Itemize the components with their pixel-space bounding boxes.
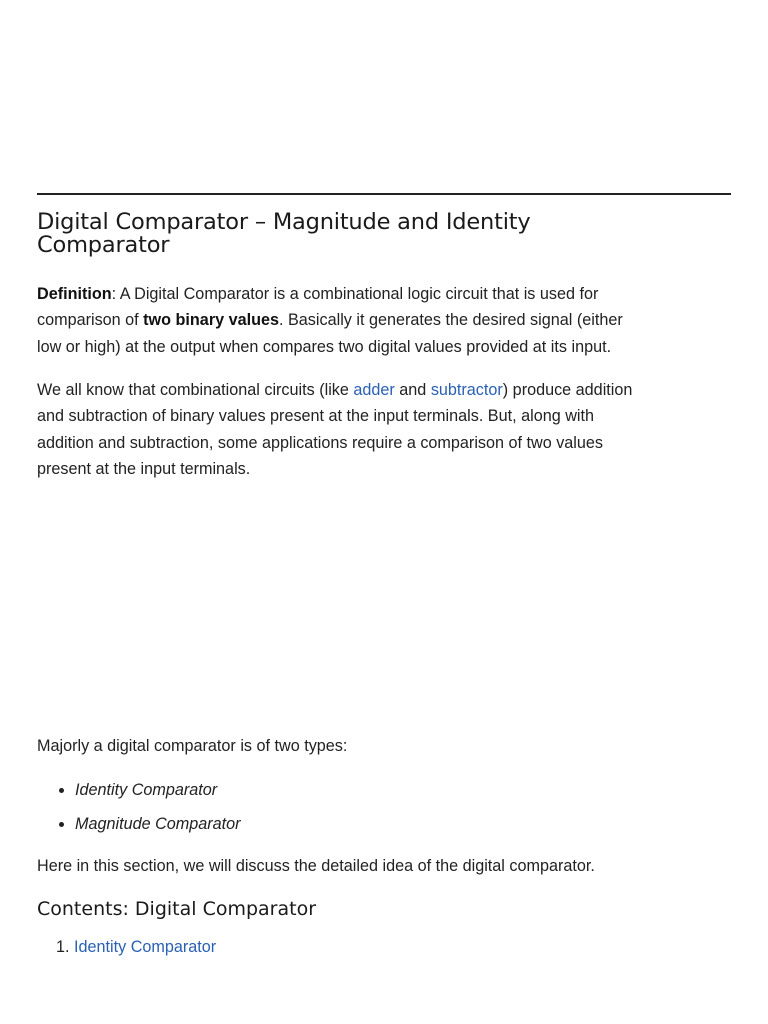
intro-text-3: ) produce addition and subtraction of binary values present at the input terminals. But, along with addition and subtraction, some applications require a comparison of two values present at the input terminals. [37,381,633,478]
subtractor-link[interactable]: subtractor [430,381,503,399]
list-item: • Identity Comparator [75,776,241,810]
toc-link-identity-comparator[interactable]: Identity Comparator [74,938,217,956]
list-item: • Magnitude Comparator [75,810,241,844]
types-list [37,776,241,844]
page-title: Digital Comparator – Magnitude and Identity Comparator [37,209,531,258]
toc-item [74,934,216,960]
types-intro: Majorly a digital comparator is of two types: [37,737,348,755]
intro-paragraph [37,377,637,482]
adder-link[interactable]: adder [353,381,395,399]
definition-bold: two binary values [143,311,280,330]
definition-text-1: : A Digital Comparator is a combinational logic circuit that is used for comparison of [37,285,599,330]
title-divider [37,193,731,195]
definition-paragraph [37,281,637,360]
intro-text-2: and [394,381,431,399]
section-intro: Here in this section, we will discuss the detailed idea of the digital comparator. [37,857,595,875]
intro-text-1: We all know that combinational circuits (like [37,381,354,399]
definition-text-2: . Basically it generates the desired signal (either low or high) at the output when compares two digital values provided at its input. [37,311,623,356]
contents-heading: Contents: Digital Comparator [37,898,317,920]
table-of-contents [37,934,216,960]
definition-label: Definition [37,285,112,303]
